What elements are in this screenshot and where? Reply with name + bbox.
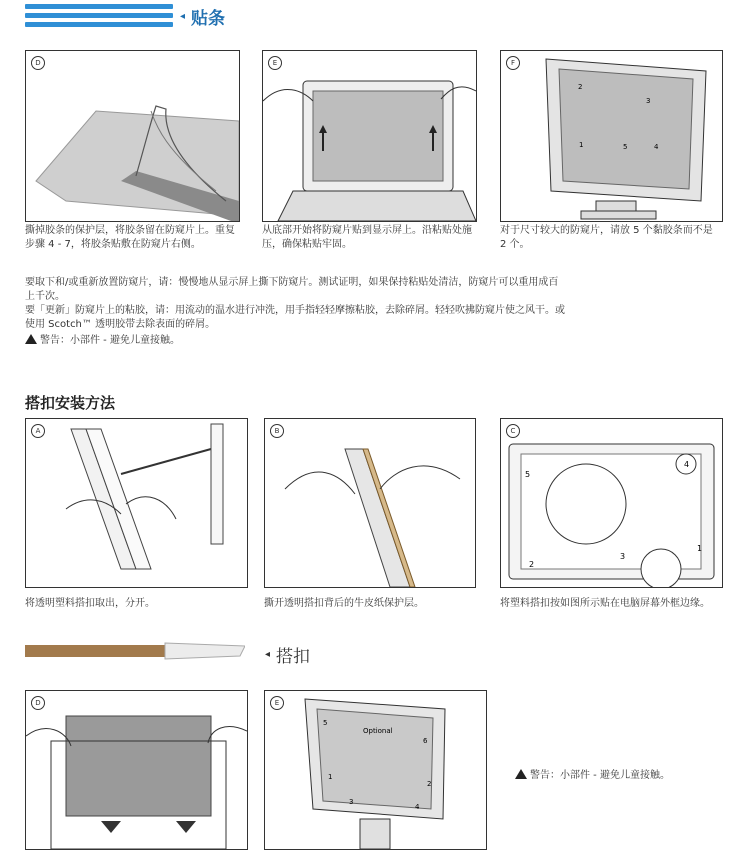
section-title-clip-install: 搭扣安装方法	[25, 394, 116, 412]
marker-2: 2	[529, 560, 535, 569]
marker-5: 5	[323, 719, 328, 727]
marker-3: 3	[646, 97, 651, 105]
step-label: B	[270, 424, 284, 438]
caption-step-c: 将塑料搭扣按如图所示贴在电脑屏幕外框边缘。	[500, 598, 710, 609]
marker-5: 5	[525, 470, 531, 479]
panel-step-a-clips	[25, 418, 248, 588]
caption-step-b: 撕开透明搭扣背后的牛皮纸保护层。	[264, 598, 424, 609]
marker-5: 5	[623, 143, 628, 151]
step-label: F	[506, 56, 520, 70]
clip-strip-image	[25, 641, 245, 661]
marker-2: 2	[578, 83, 583, 91]
marker-2: 2	[427, 780, 432, 788]
panel-step-d-tape	[25, 50, 240, 222]
step-label: D	[31, 56, 45, 70]
warning-2: 警告：小部件 - 避免儿童接触。	[515, 769, 670, 783]
step-label: E	[270, 696, 284, 710]
caption-step-f: 对于尺寸较大的防窥片，请放 5 个黏胶条而不是 2 个。	[500, 225, 713, 250]
marker-1: 1	[579, 141, 584, 149]
step-label: E	[268, 56, 282, 70]
section-title-tape: ◂ 贴条	[180, 9, 226, 29]
section-title-clip: ◂ 搭扣	[265, 647, 311, 667]
step-label: A	[31, 424, 45, 438]
illustration-separate-clips	[26, 419, 247, 587]
note-remove: 要取下和/或重新放置防窥片，请：慢慢地从显示屏上撕下防窥片。测试证明，如果保持粘贴处清洁，防窥片可以重用成百上千次。	[25, 277, 559, 302]
warning-1: 警告：小部件 - 避免儿童接触。	[25, 334, 180, 348]
marker-1: 1	[328, 773, 333, 781]
marker-4: 4	[654, 143, 659, 151]
illustration-laptop-apply	[263, 51, 476, 221]
illustration-attach-clips	[501, 419, 722, 587]
marker-4: 4	[415, 803, 420, 811]
panel-step-f-large	[500, 50, 723, 222]
caption-step-a: 将透明塑料搭扣取出，分开。	[25, 598, 155, 609]
marker-3: 3	[349, 798, 354, 806]
caption-step-e: 从底部开始将防窥片贴到显示屏上。沿粘贴处施压，确保粘贴牢固。	[262, 225, 472, 250]
note-refresh: 要「更新」防窥片上的粘胶，请：用流动的温水进行冲洗，用手指轻轻摩擦粘胶，去除碎屑。轻轻吹拂防窥片使之风干。或使用 Scotch™ 透明胶带去除表面的碎屑。	[25, 305, 565, 330]
illustration-monitor-markers	[501, 51, 722, 221]
caption-step-d: 撕掉胶条的保护层，将胶条留在防窥片上。重复步骤 4 - 7，将胶条贴敷在防窥片右侧。	[25, 225, 235, 250]
illustration-peel-backing	[265, 419, 475, 587]
header-decoration	[25, 4, 173, 31]
panel-step-e-apply	[262, 50, 477, 222]
marker-1: 1	[697, 544, 703, 553]
illustration-mounted-monitor	[265, 691, 486, 849]
marker-3: 3	[620, 552, 626, 561]
warning-icon	[515, 769, 527, 779]
panel-step-d-mount	[25, 690, 248, 850]
panel-step-e-mounted	[264, 690, 487, 850]
marker-4: 4	[684, 460, 690, 469]
panel-step-b-peel	[264, 418, 476, 588]
illustration-peel-tape	[26, 51, 239, 221]
illustration-mount-filter	[26, 691, 247, 849]
step-label: C	[506, 424, 520, 438]
marker-6: 6	[423, 737, 428, 745]
warning-icon	[25, 334, 37, 344]
panel-step-c-attach	[500, 418, 723, 588]
optional-label: Optional	[363, 727, 393, 735]
step-label: D	[31, 696, 45, 710]
